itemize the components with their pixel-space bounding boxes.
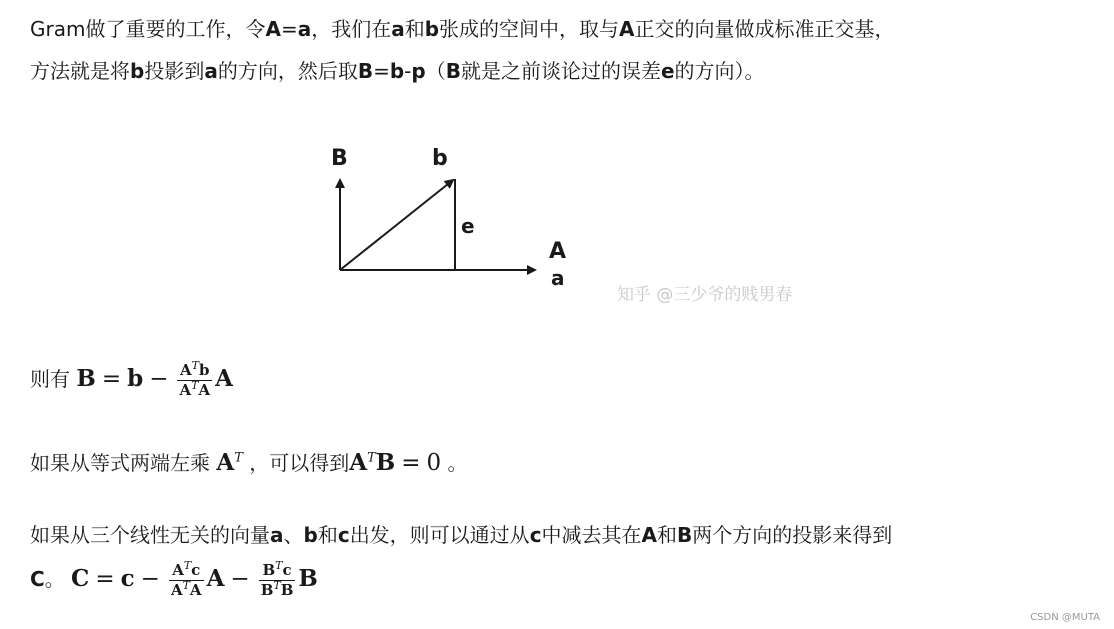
bold-A: A (619, 17, 635, 41)
math-B: B (76, 365, 96, 392)
footer-credit: CSDN @MUTA⁠ (1030, 612, 1100, 623)
bold-p: p (411, 59, 426, 83)
text: 就是之前谈论过的误差 (460, 59, 661, 83)
math-b: b (127, 365, 144, 392)
fraction (177, 359, 212, 399)
math-c: c (120, 565, 135, 592)
text: 、 (283, 523, 304, 547)
text: 。 (44, 567, 72, 591)
bold-B: B (445, 59, 461, 83)
fraction-denominator: $A^TA$ (179, 379, 211, 399)
math-B: B (298, 565, 318, 592)
bold-b: b (130, 59, 145, 83)
equation-3-line-2 (30, 558, 318, 600)
fraction-numerator: $B^Tc$ (259, 562, 296, 581)
math-equals: = (101, 366, 122, 392)
math-equals: = (95, 566, 115, 592)
math-zero: 0 (426, 450, 442, 476)
text: ，可以得到 (242, 451, 350, 475)
text: ，我们在 (311, 17, 392, 41)
text: 。 (441, 451, 468, 475)
math-C: C (71, 565, 90, 592)
text: 张成的空间中，取与 (439, 17, 620, 41)
label-e: e (461, 214, 475, 238)
text: - (404, 59, 412, 83)
bold-b: b (424, 17, 440, 41)
text: 中减去其在 (541, 523, 642, 547)
bold-b: b (303, 523, 318, 547)
math-A: A (215, 365, 233, 392)
fraction-1 (169, 559, 204, 599)
math-minus: − (140, 566, 160, 592)
text: Gram做了重要的工作，令 (30, 17, 266, 41)
label-A: A (549, 239, 567, 264)
label-a: a (551, 266, 565, 290)
intro-line-2 (30, 50, 765, 92)
text: 的方向）。 (674, 59, 765, 83)
label-B: B (331, 146, 348, 171)
watermark: 知乎 @三少爷的贱男春 (617, 285, 793, 305)
text: 出发，则可以通过从 (349, 523, 530, 547)
text: 正交的向量做成标准正交基， (634, 17, 895, 41)
math-minus: − (230, 566, 250, 592)
text: 如果从等式两端左乘 (30, 451, 217, 475)
fraction-numerator: $A^Tc$ (169, 562, 204, 581)
label-b: b (432, 146, 448, 171)
bold-a: a (391, 17, 405, 41)
text: 的方向，然后取 (217, 59, 358, 83)
equation-3-line-1 (30, 514, 892, 556)
text: 如果从三个线性无关的向量 (30, 523, 270, 547)
bold-a: a (297, 17, 312, 41)
math-equals: = (401, 450, 421, 476)
fraction-denominator: $B^TB$ (260, 579, 294, 599)
bold-B: B (357, 59, 374, 83)
bold-C: C (30, 567, 45, 591)
text: = (280, 17, 298, 41)
bold-A: A (641, 523, 658, 547)
text: 和 (657, 523, 678, 547)
bold-c: c (529, 523, 542, 547)
text: 方法就是将 (30, 59, 130, 83)
text: 投影到 (144, 59, 205, 83)
bold-c: c (337, 523, 350, 547)
equation-1 (30, 358, 233, 400)
fraction-numerator: $A^Tb$ (177, 362, 212, 381)
bold-B: B (677, 523, 693, 547)
vector-b-arrow (340, 180, 453, 270)
bold-b: b (389, 59, 405, 83)
text: 和 (317, 523, 338, 547)
fraction-2 (259, 559, 296, 599)
text: = (373, 59, 390, 83)
math-A-transpose: $A^T$ (216, 449, 243, 476)
math-A: A (206, 565, 225, 592)
bold-A: A (265, 17, 281, 41)
text: 两个方向的投影来得到 (692, 523, 893, 547)
math-minus: − (149, 366, 169, 392)
fraction-denominator: $A^TA$ (170, 579, 202, 599)
math-result: $A^TB$ (349, 449, 396, 476)
bold-a: a (204, 59, 218, 83)
text: 和 (404, 17, 425, 41)
bold-e: e (660, 59, 675, 83)
intro-line-1 (30, 8, 895, 50)
equation-2 (30, 442, 468, 484)
text: 则有 (30, 367, 77, 391)
text: （ (425, 59, 446, 83)
bold-a: a (270, 523, 284, 547)
